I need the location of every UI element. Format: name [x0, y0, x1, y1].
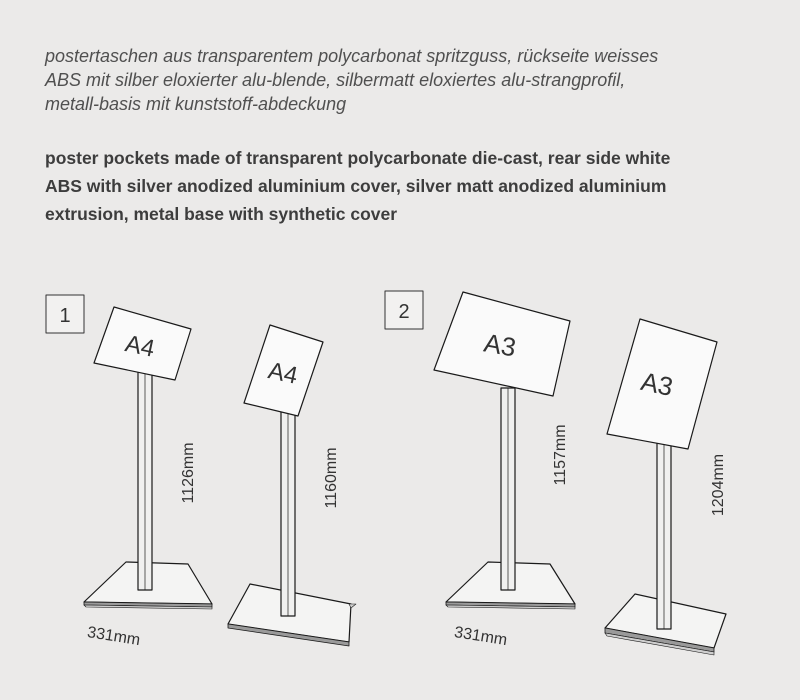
german-line-2: ABS mit silber eloxierter alu-blende, silbermatt eloxiertes alu-strangprofil,: [45, 70, 626, 90]
stand-4-a3: [605, 319, 726, 655]
stand-4-post: [657, 443, 671, 629]
stand-1-post: [138, 372, 152, 590]
group-1-number: 1: [59, 305, 71, 327]
stand-1-format-label: A4: [122, 330, 158, 363]
stand-1-base-width-label: 331mm: [86, 623, 142, 650]
stand-3-format-label: A3: [481, 327, 519, 363]
english-line-3: extrusion, metal base with synthetic cover: [45, 204, 398, 224]
english-line-2: ABS with silver anodized aluminium cover, silver matt anodized aluminium: [45, 176, 667, 196]
stand-3-post: [501, 388, 515, 590]
german-line-1: postertaschen aus transparentem polycarbonat spritzguss, rückseite weisses: [45, 46, 659, 66]
stand-3-height-label: 1157mm: [552, 424, 569, 486]
stand-4-format-label: A3: [638, 366, 676, 402]
group-2-number: 2: [398, 301, 410, 323]
stand-2-post: [281, 408, 295, 616]
stand-1-height-label: 1126mm: [180, 442, 197, 504]
english-line-1: poster pockets made of transparent polycarbonate die-cast, rear side white: [45, 148, 671, 168]
stand-3-base-width-label: 331mm: [453, 623, 509, 650]
stand-2-format-label: A4: [265, 357, 301, 390]
stand-2-height-label: 1160mm: [323, 447, 340, 509]
stand-4-height-label: 1204mm: [710, 453, 727, 517]
german-line-3: metall-basis mit kunststoff-abdeckung: [45, 94, 347, 114]
